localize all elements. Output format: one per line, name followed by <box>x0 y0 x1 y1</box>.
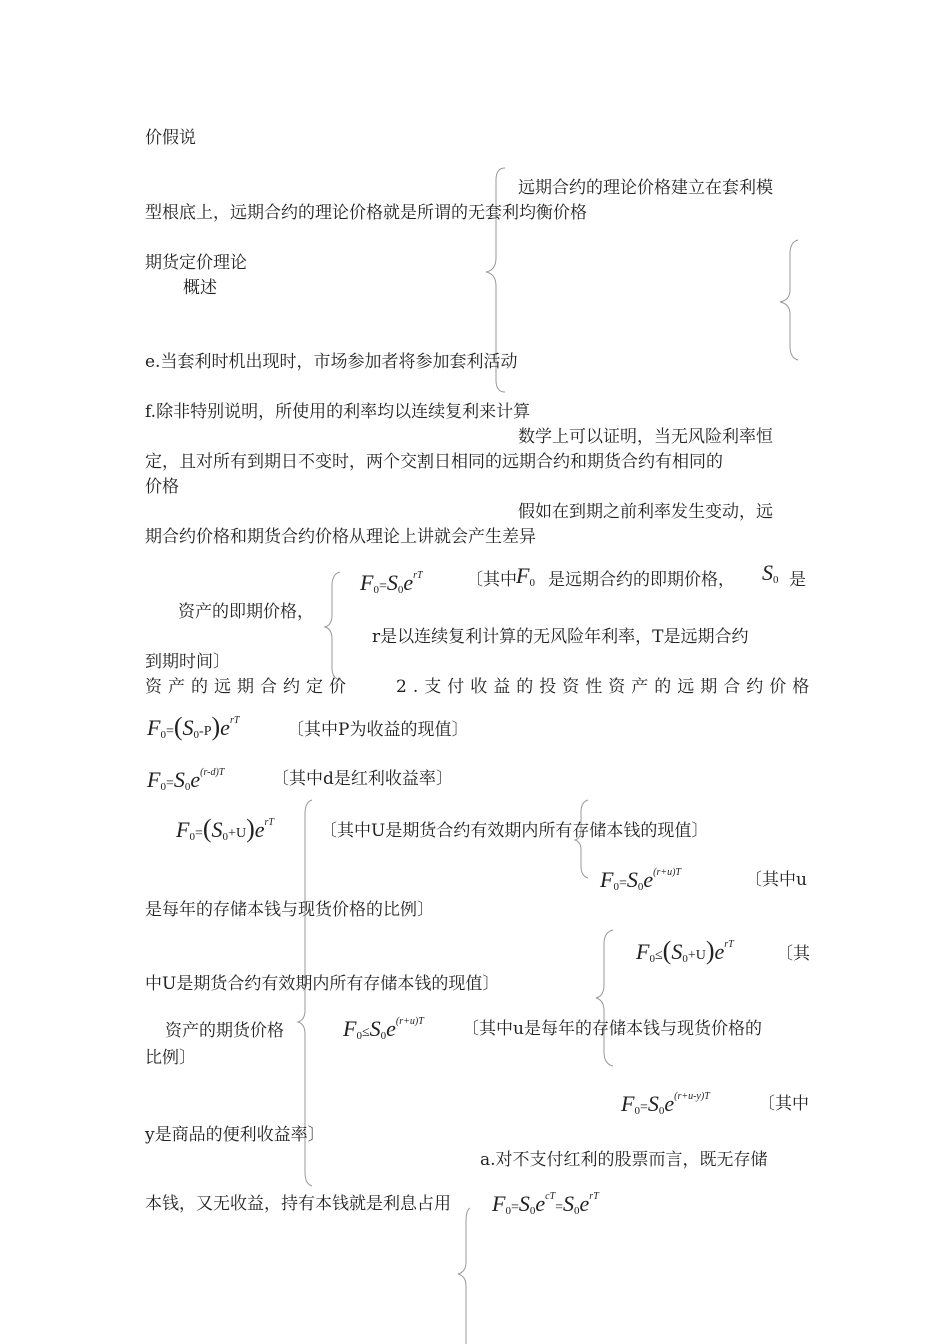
text-line: 〔其中 <box>758 1094 809 1114</box>
text-line: 远期合约的理论价格建立在套利模 <box>518 178 773 198</box>
formula-commodity-storage: $F_0\le(S_0+U)e^{rT}$ <box>636 936 734 965</box>
text-line: r是以连续复利计算的无风险年利率，T是远期合约 <box>372 627 749 647</box>
text-line: 2.支付收益的投资性资产的远期合约价格 <box>396 677 816 697</box>
text-line: 〔其 <box>776 944 810 964</box>
text-line: f.除非特别说明，所使用的利率均以连续复利来计算 <box>145 402 531 422</box>
text-line: y是商品的便利收益率〕 <box>145 1125 325 1145</box>
text-line: 假如在到期之前利率发生变动，远 <box>518 502 773 522</box>
text-line: 定，且对所有到期日不变时，两个交割日相同的远期合约和期货合约有相同的 <box>145 452 723 472</box>
text-line: 是 <box>789 570 806 590</box>
text-line: 价格 <box>145 477 179 497</box>
text-line: 概述 <box>183 278 217 298</box>
text-line: 资产的即期价格， <box>178 602 314 622</box>
formula-storage-proportional: $F_0=S_0e^{(r+u)T}$ <box>600 867 681 893</box>
brace-right <box>780 240 798 360</box>
brace-bottom <box>458 1208 470 1344</box>
symbol-S0: $S_0$ <box>762 560 779 586</box>
text-line: 资产的期货价格 <box>165 1021 284 1041</box>
text-line: 到期时间〕 <box>145 652 230 672</box>
formula-dividend-yield: $F_0=S_0e^{(r-d)T}$ <box>147 767 225 793</box>
text-line: 本钱，又无收益，持有本钱就是利息占用 <box>145 1194 451 1214</box>
text-line: 价假说 <box>145 128 196 148</box>
text-line: 〔其中u <box>745 870 807 890</box>
formula-known-income: $F_0=(S_0-P)e^{rT}$ <box>147 712 240 741</box>
text-line: 比例〕 <box>145 1048 196 1068</box>
text-line: 〔其中u是每年的存储本钱与现货价格的 <box>462 1019 762 1039</box>
brace-commodity <box>596 930 613 1066</box>
text-line: 中U是期货合约有效期内所有存储本钱的现值〕 <box>145 974 500 994</box>
text-line: 是远期合约的即期价格， <box>548 570 735 590</box>
text-line: 〔其中d是红利收益率〕 <box>272 769 453 789</box>
text-line: 数学上可以证明，当无风险利率恒 <box>518 427 773 447</box>
text-line: 是每年的存储本钱与现货价格的比例〕 <box>145 900 434 920</box>
text-line: 期合约价格和期货合约价格从理论上讲就会产生差异 <box>145 527 536 547</box>
symbol-F0: $F_0$ <box>516 563 535 589</box>
formula-convenience-yield: $F_0=S_0e^{(r+u-y)T}$ <box>621 1091 710 1117</box>
formula-storage-cost: $F_0=(S_0+U)e^{rT}$ <box>176 814 274 843</box>
text-line: a.对不支付红利的股票而言，既无存储 <box>480 1150 768 1170</box>
formula-forward-basic: $F_0=S_0e^{rT}$ <box>360 570 423 596</box>
formula-non-dividend-stock: $F_0=S_0e^{cT}=S_0e^{rT}$ <box>492 1191 599 1217</box>
text-line: 资产的远期合约定价 <box>145 677 352 697</box>
text-line: 期货定价理论 <box>145 253 247 273</box>
text-line: 〔其中P为收益的现值〕 <box>287 720 469 740</box>
text-line: 〔其中U是期货合约有效期内所有存储本钱的现值〕 <box>320 821 709 841</box>
text-line: 型根底上，远期合约的理论价格就是所谓的无套利均衡价格 <box>145 203 587 223</box>
brace-spot <box>325 572 340 680</box>
formula-commodity-proportional: $F_0\le S_0e^{(r+u)T}$ <box>343 1016 424 1042</box>
text-line: 〔其中 <box>466 570 517 590</box>
text-line: e.当套利时机出现时，市场参加者将参加套利活动 <box>145 352 518 372</box>
